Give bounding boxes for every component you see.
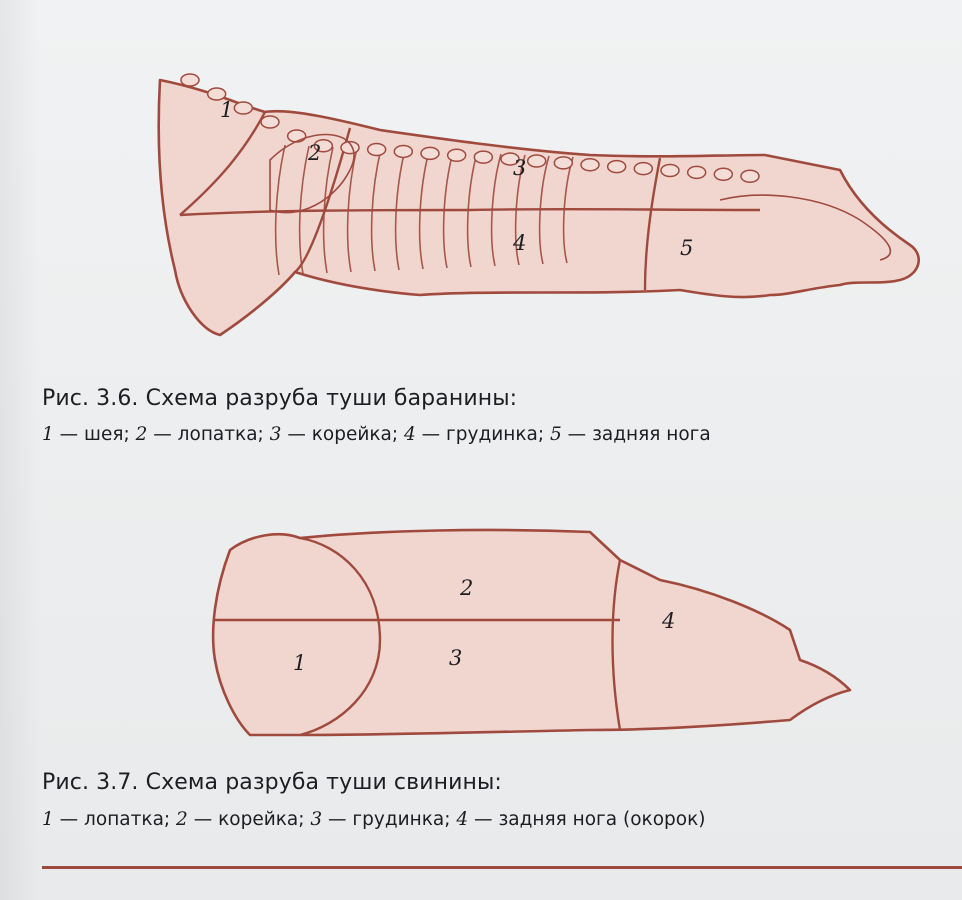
lamb-vertebra bbox=[714, 168, 732, 180]
legend-number: 1 bbox=[42, 809, 54, 830]
lamb-label-3: 3 bbox=[513, 156, 527, 180]
lamb-vertebra bbox=[554, 157, 572, 169]
pork-label-3: 3 bbox=[449, 646, 463, 670]
legend-text: лопатка bbox=[84, 809, 164, 830]
lamb-carcass-diagram bbox=[120, 50, 940, 380]
lamb-vertebra bbox=[394, 145, 412, 157]
figure-3-7-caption: Рис. 3.7. Схема разруба туши свинины: bbox=[42, 770, 502, 795]
lamb-vertebra bbox=[288, 130, 306, 142]
lamb-vertebra bbox=[368, 144, 386, 156]
lamb-vertebra bbox=[608, 161, 626, 173]
lamb-vertebra bbox=[661, 164, 679, 176]
pork-label-1: 1 bbox=[293, 651, 307, 675]
legend-number: 3 bbox=[310, 809, 323, 830]
lamb-vertebra bbox=[581, 159, 599, 171]
lamb-vertebra bbox=[741, 170, 759, 182]
lamb-vertebra bbox=[448, 149, 466, 161]
pork-carcass-diagram bbox=[190, 520, 870, 760]
legend-number: 4 bbox=[404, 424, 416, 445]
legend-text: задняя нога bbox=[592, 424, 711, 445]
legend-text: шея bbox=[84, 424, 124, 445]
lamb-label-4: 4 bbox=[513, 231, 527, 255]
legend-text: лопатка bbox=[177, 424, 258, 445]
pork-label-4: 4 bbox=[662, 609, 676, 633]
lamb-vertebra bbox=[261, 116, 279, 128]
legend-text: задняя нога (окорок) bbox=[498, 809, 706, 830]
legend-text: корейка bbox=[311, 424, 392, 445]
legend-number: 3 bbox=[269, 424, 282, 445]
figure-3-6-caption: Рис. 3.6. Схема разруба туши баранины: bbox=[42, 386, 518, 411]
legend-number: 5 bbox=[550, 424, 562, 445]
lamb-vertebra bbox=[528, 155, 546, 167]
pork-label-2: 2 bbox=[460, 576, 474, 600]
lamb-label-1: 1 bbox=[220, 98, 234, 122]
lamb-label-5: 5 bbox=[680, 236, 694, 260]
lamb-vertebra bbox=[634, 163, 652, 175]
lamb-vertebra bbox=[474, 151, 492, 163]
page-rule bbox=[42, 866, 962, 869]
legend-number: 2 bbox=[176, 809, 188, 830]
figure-3-7-legend: 1 — лопатка; 2 — корейка; 3 — грудинка; 4 — задняя нога (окорок) bbox=[42, 809, 706, 830]
figure-3-6-legend: 1 — шея; 2 — лопатка; 3 — корейка; 4 — грудинка; 5 — задняя нога bbox=[42, 424, 711, 445]
legend-number: 1 bbox=[42, 424, 54, 445]
legend-number: 2 bbox=[135, 424, 148, 445]
legend-text: грудинка bbox=[352, 809, 445, 830]
lamb-vertebra bbox=[688, 166, 706, 178]
legend-number: 4 bbox=[456, 809, 469, 830]
pork-carcass-outline bbox=[213, 530, 850, 735]
lamb-vertebra bbox=[234, 102, 252, 114]
lamb-vertebra bbox=[421, 147, 439, 159]
legend-text: грудинка bbox=[446, 424, 538, 445]
legend-text: корейка bbox=[218, 809, 299, 830]
lamb-label-2: 2 bbox=[308, 141, 322, 165]
lamb-vertebra bbox=[181, 74, 199, 86]
